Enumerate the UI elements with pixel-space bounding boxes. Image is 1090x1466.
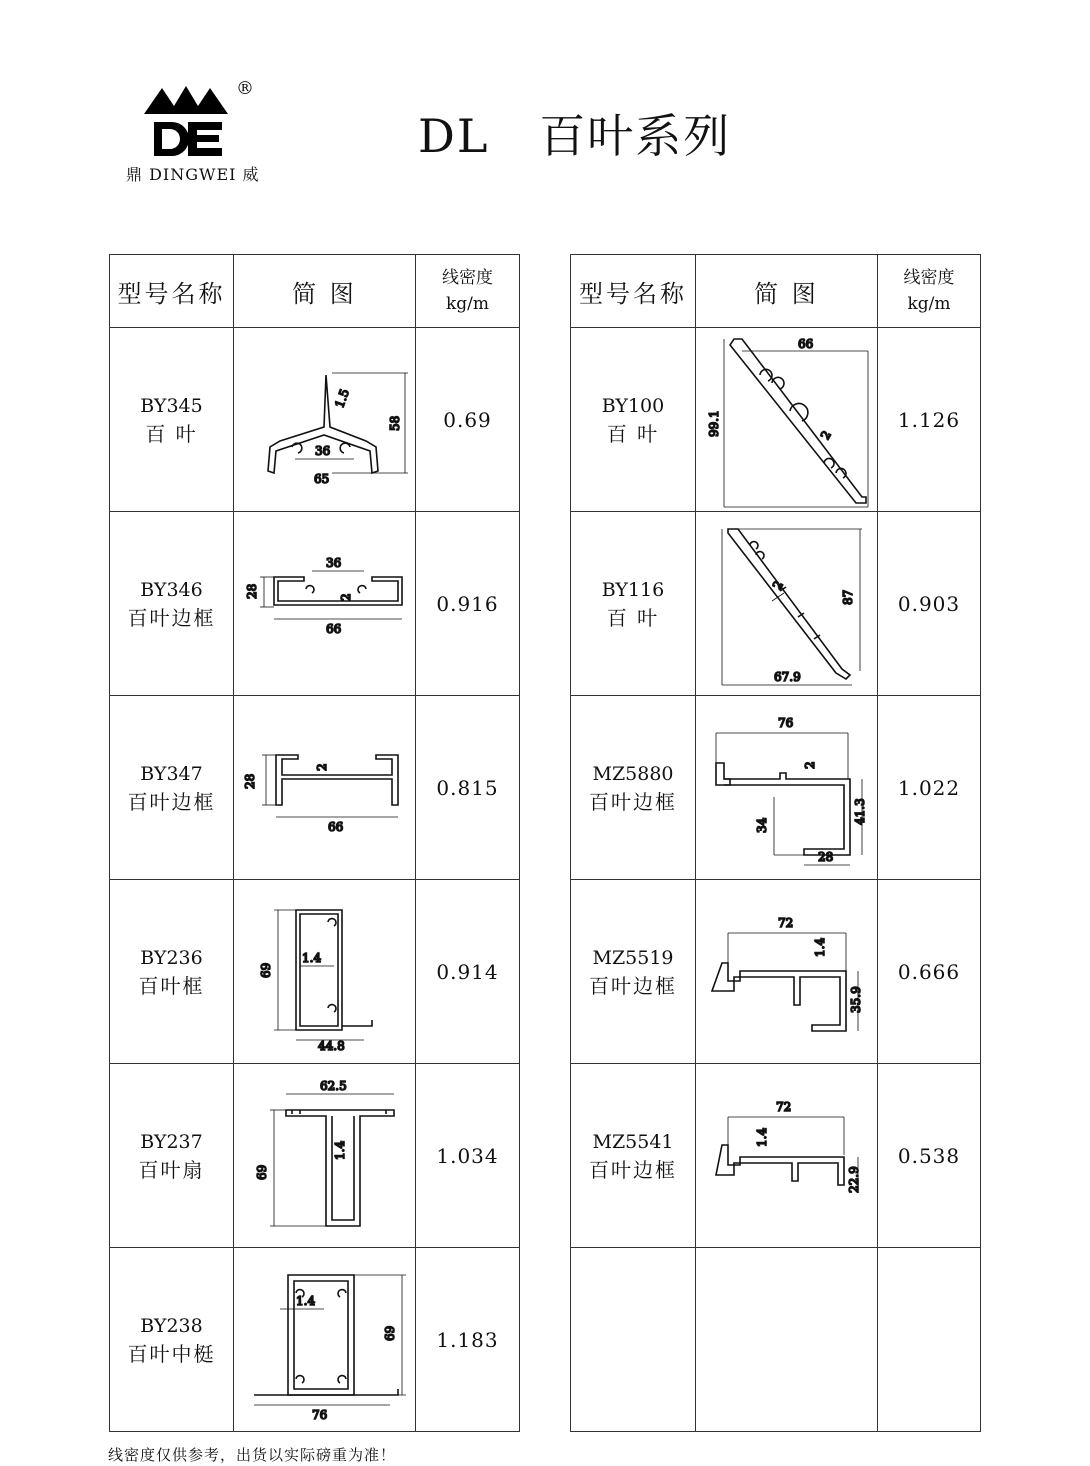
density-value: 0.916 bbox=[416, 512, 520, 696]
dim-label: 66 bbox=[327, 819, 343, 834]
model-cell bbox=[110, 512, 234, 696]
model-desc: 百 叶 bbox=[606, 605, 660, 630]
table-row bbox=[110, 696, 520, 880]
dim-label: 44.8 bbox=[317, 1038, 345, 1052]
model-cell bbox=[110, 328, 234, 512]
model-cell bbox=[571, 696, 696, 880]
model-code: BY347 bbox=[140, 762, 203, 785]
model-cell bbox=[571, 1064, 696, 1248]
density-value: 0.69 bbox=[416, 328, 520, 512]
dim-label: 58 bbox=[387, 415, 402, 431]
density-value: 1.022 bbox=[878, 696, 981, 880]
dim-label: 2 bbox=[338, 592, 353, 601]
brand-logo bbox=[118, 78, 278, 188]
density-value: 1.126 bbox=[878, 328, 981, 512]
profile-by345 bbox=[240, 355, 410, 485]
dim-label: 28 bbox=[817, 849, 833, 864]
dingwei-logo-icon bbox=[144, 82, 228, 158]
page-title: DL 百叶系列 bbox=[418, 109, 732, 163]
dim-label: 76 bbox=[777, 715, 793, 730]
dim-label: 99.1 bbox=[706, 409, 721, 437]
table-row bbox=[110, 1248, 520, 1432]
dim-label: 69 bbox=[254, 1164, 269, 1180]
profile-drawing bbox=[234, 1248, 416, 1432]
model-cell bbox=[110, 696, 234, 880]
dim-label: 36 bbox=[314, 443, 330, 458]
model-cell bbox=[571, 512, 696, 696]
profile-drawing bbox=[234, 1064, 416, 1248]
model-code: BY236 bbox=[140, 946, 203, 969]
dim-label: 28 bbox=[244, 583, 259, 599]
table-row bbox=[571, 328, 981, 512]
dim-label: 66 bbox=[797, 336, 813, 351]
model-cell bbox=[110, 880, 234, 1064]
profile-by100 bbox=[702, 331, 872, 509]
dim-label: 41.3 bbox=[852, 797, 867, 825]
dim-label: 28 bbox=[242, 773, 257, 789]
table-row bbox=[571, 696, 981, 880]
dim-label: 35.9 bbox=[848, 985, 863, 1013]
profile-drawing bbox=[696, 512, 878, 696]
dim-label: 67.9 bbox=[773, 669, 801, 684]
table-row bbox=[110, 1064, 520, 1248]
dim-label: 2 bbox=[817, 427, 834, 442]
model-cell bbox=[571, 328, 696, 512]
profile-drawing bbox=[234, 328, 416, 512]
profile-by238 bbox=[240, 1255, 410, 1425]
density-value: 1.183 bbox=[416, 1248, 520, 1432]
density-value: 0.538 bbox=[878, 1064, 981, 1248]
density-value: 1.034 bbox=[416, 1064, 520, 1248]
header-density-label: 线密度 bbox=[903, 268, 955, 288]
empty-cell bbox=[878, 1248, 981, 1432]
profile-by116 bbox=[702, 521, 872, 687]
dim-label: 2 bbox=[769, 577, 786, 592]
dim-label: 62.5 bbox=[319, 1078, 347, 1093]
model-desc: 百叶边框 bbox=[589, 1157, 677, 1182]
dim-label: 36 bbox=[325, 555, 341, 570]
header-model-name: 型号名称 bbox=[571, 255, 696, 328]
model-desc: 百叶框 bbox=[138, 973, 205, 998]
table-row bbox=[571, 880, 981, 1064]
model-desc: 百叶扇 bbox=[138, 1157, 205, 1182]
model-code: BY237 bbox=[140, 1130, 203, 1153]
model-code: MZ5880 bbox=[592, 762, 674, 785]
spec-table-left bbox=[109, 254, 520, 1432]
profile-drawing bbox=[234, 696, 416, 880]
density-value: 0.666 bbox=[878, 880, 981, 1064]
dim-label: 1.4 bbox=[812, 937, 827, 957]
density-value: 0.903 bbox=[878, 512, 981, 696]
dim-label: 1.4 bbox=[754, 1127, 769, 1147]
empty-cell bbox=[571, 1248, 696, 1432]
model-code: MZ5519 bbox=[592, 946, 674, 969]
dim-label: 2 bbox=[314, 762, 329, 771]
model-code: BY116 bbox=[601, 578, 665, 601]
model-code: BY238 bbox=[140, 1314, 203, 1337]
empty-cell bbox=[696, 1248, 878, 1432]
brand-caption: 鼎 DINGWEI 威 bbox=[126, 165, 260, 184]
dim-label: 2 bbox=[802, 760, 817, 769]
header-figure: 简 图 bbox=[696, 255, 878, 328]
model-code: BY346 bbox=[140, 578, 203, 601]
dim-label: 65 bbox=[313, 471, 329, 485]
model-cell bbox=[110, 1248, 234, 1432]
model-desc: 百 叶 bbox=[606, 421, 660, 446]
header-figure: 简 图 bbox=[234, 255, 416, 328]
profile-drawing bbox=[234, 512, 416, 696]
profile-by346 bbox=[240, 549, 410, 659]
header-density-label: 线密度 bbox=[442, 268, 493, 288]
table-row bbox=[110, 512, 520, 696]
dim-label: 66 bbox=[325, 621, 341, 636]
profile-by237 bbox=[240, 1072, 410, 1240]
header-density bbox=[878, 255, 981, 328]
table-row-empty bbox=[571, 1248, 981, 1432]
profile-mz5541 bbox=[702, 1091, 872, 1221]
model-desc: 百叶中梃 bbox=[127, 1341, 216, 1366]
model-desc: 百叶边框 bbox=[127, 605, 216, 630]
spec-table-right bbox=[570, 254, 981, 1432]
profile-drawing bbox=[696, 696, 878, 880]
table-row bbox=[571, 512, 981, 696]
header-density bbox=[416, 255, 520, 328]
model-cell bbox=[571, 880, 696, 1064]
profile-drawing bbox=[696, 880, 878, 1064]
profile-mz5519 bbox=[702, 897, 872, 1047]
table-row bbox=[571, 1064, 981, 1248]
dim-label: 1.5 bbox=[331, 386, 352, 410]
model-desc: 百叶边框 bbox=[127, 789, 216, 814]
model-cell bbox=[110, 1064, 234, 1248]
header-model-name: 型号名称 bbox=[110, 255, 234, 328]
dim-label: 76 bbox=[311, 1407, 327, 1422]
profile-drawing bbox=[234, 880, 416, 1064]
registered-mark: ® bbox=[236, 78, 254, 99]
model-code: BY345 bbox=[140, 394, 203, 417]
footnote: 线密度仅供参考，出货以实际磅重为准！ bbox=[108, 1446, 397, 1464]
dim-label: 72 bbox=[775, 1099, 791, 1114]
table-row bbox=[110, 328, 520, 512]
density-value: 0.815 bbox=[416, 696, 520, 880]
profile-drawing bbox=[696, 1064, 878, 1248]
dim-label: 1.4 bbox=[301, 950, 321, 965]
profile-mz5880 bbox=[702, 703, 872, 873]
density-value: 0.914 bbox=[416, 880, 520, 1064]
profile-by236 bbox=[240, 892, 410, 1052]
model-desc: 百叶边框 bbox=[589, 789, 677, 814]
dim-label: 1.4 bbox=[332, 1140, 347, 1160]
dim-label: 72 bbox=[777, 915, 793, 930]
profile-drawing bbox=[696, 328, 878, 512]
model-desc: 百 叶 bbox=[145, 421, 198, 446]
dim-label: 69 bbox=[258, 962, 273, 978]
model-code: MZ5541 bbox=[592, 1130, 674, 1153]
table-row bbox=[110, 880, 520, 1064]
dim-label: 22.9 bbox=[846, 1165, 861, 1193]
header-density-unit: kg/m bbox=[445, 294, 490, 314]
model-desc: 百叶边框 bbox=[589, 973, 677, 998]
model-code: BY100 bbox=[601, 394, 665, 417]
dim-label: 87 bbox=[840, 589, 855, 605]
dim-label: 1.4 bbox=[295, 1293, 315, 1308]
header-density-unit: kg/m bbox=[907, 294, 951, 314]
dim-label: 34 bbox=[754, 817, 769, 833]
dim-label: 69 bbox=[382, 1325, 397, 1341]
profile-by347 bbox=[240, 733, 410, 843]
